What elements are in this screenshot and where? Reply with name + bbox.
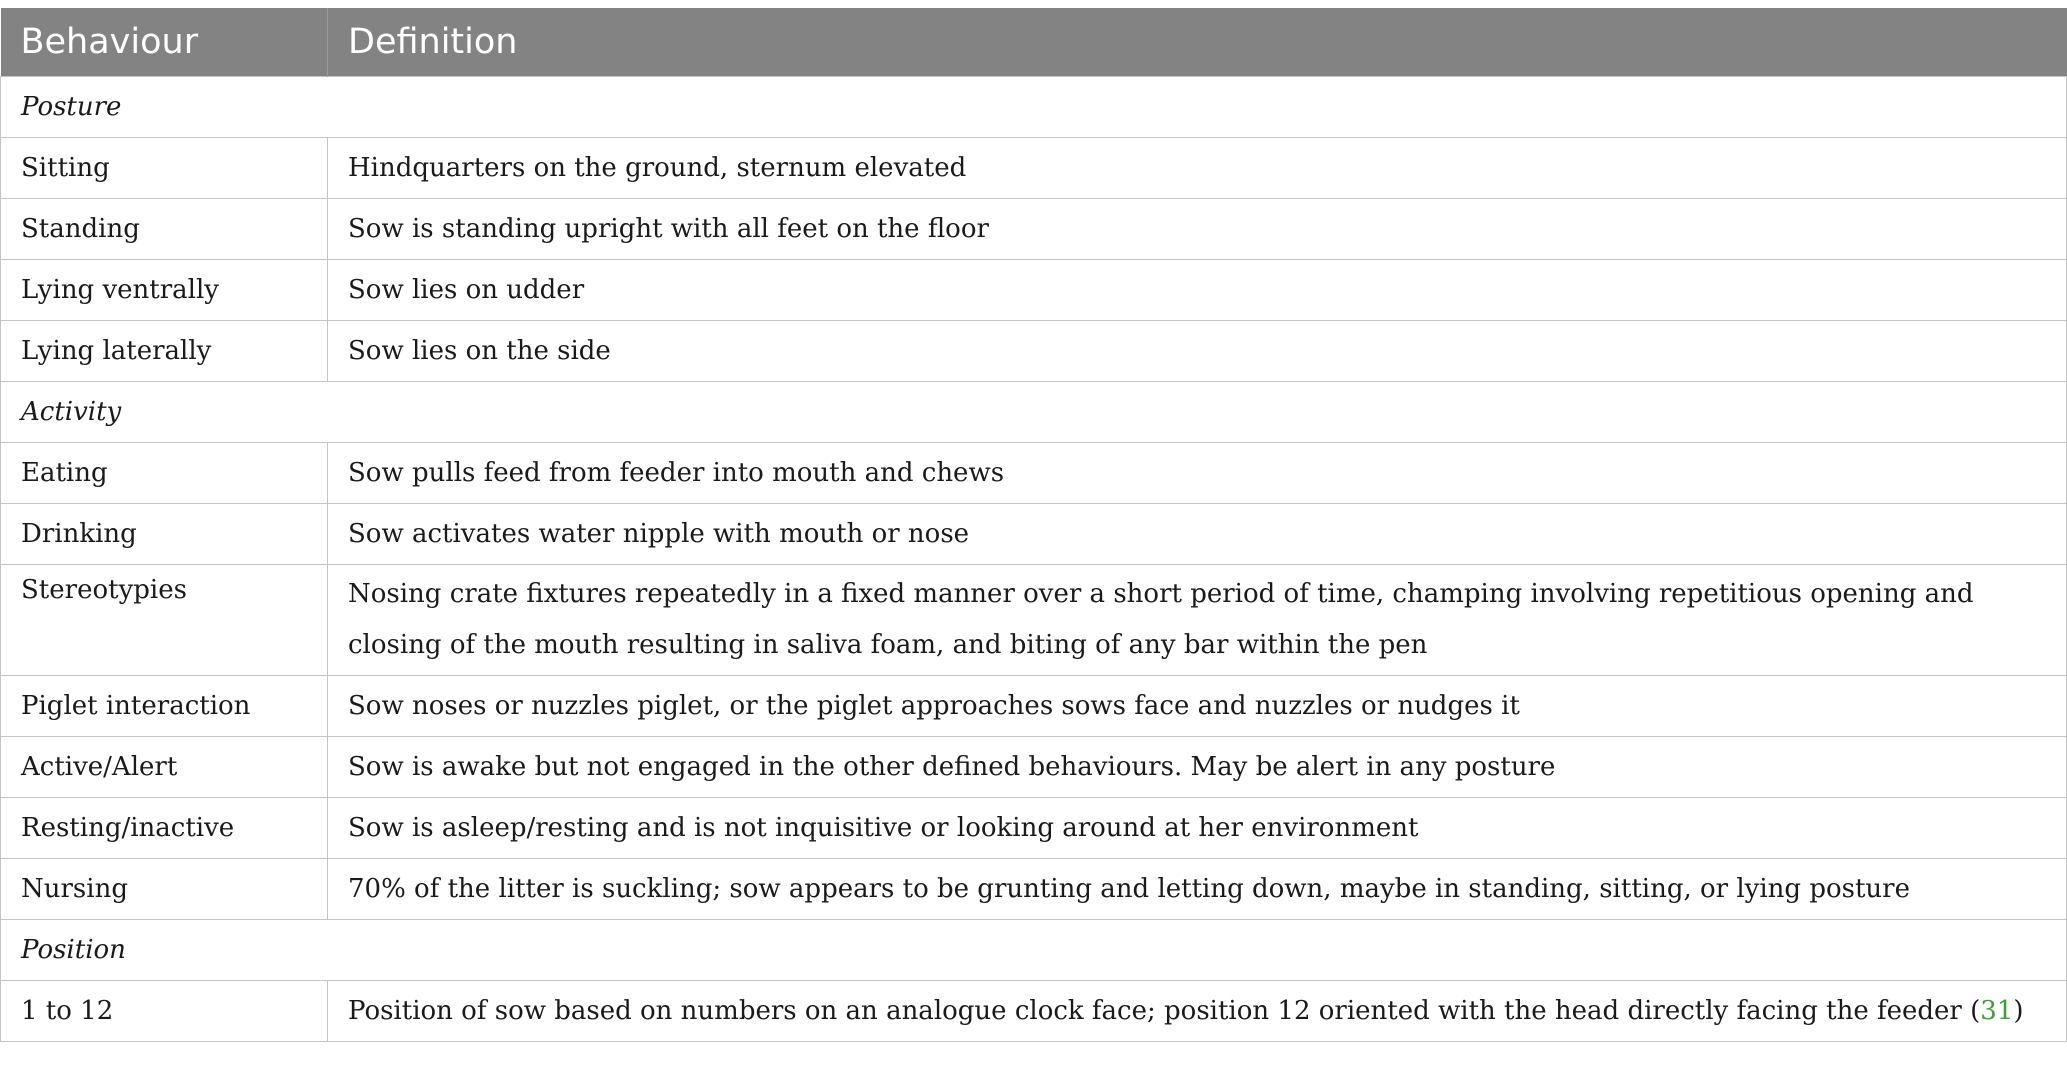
section-row-posture bbox=[1, 77, 2067, 138]
header-definition: Definition bbox=[328, 8, 2067, 77]
definition-cell bbox=[328, 981, 2067, 1042]
behaviour-cell: Eating bbox=[1, 443, 328, 504]
behaviour-cell: Active/Alert bbox=[1, 737, 328, 798]
behaviour-cell: 1 to 12 bbox=[1, 981, 328, 1042]
table-row bbox=[1, 859, 2067, 920]
section-row-activity bbox=[1, 382, 2067, 443]
header-row bbox=[1, 8, 2067, 77]
header-behaviour: Behaviour bbox=[1, 8, 328, 77]
behaviour-cell: Sitting bbox=[1, 138, 328, 199]
behaviour-cell: Stereotypies bbox=[1, 565, 328, 676]
definition-cell: Sow is standing upright with all feet on the floor bbox=[328, 199, 2067, 260]
definition-cell: 70% of the litter is suckling; sow appears to be grunting and letting down, maybe in standing, sitting, or lying posture bbox=[328, 859, 2067, 920]
section-label-position: Position bbox=[1, 920, 2067, 981]
table-row bbox=[1, 981, 2067, 1042]
table-row bbox=[1, 138, 2067, 199]
definition-cell: Sow activates water nipple with mouth or nose bbox=[328, 504, 2067, 565]
definition-cell: Nosing crate fixtures repeatedly in a fixed manner over a short period of time, champing involving repetitious opening and closing of the mouth resulting in saliva foam, and biting of any bar within the pen bbox=[328, 565, 2067, 676]
table-row bbox=[1, 676, 2067, 737]
section-row-position bbox=[1, 920, 2067, 981]
behaviour-definition-table bbox=[0, 8, 2067, 1042]
definition-cell: Sow is awake but not engaged in the other defined behaviours. May be alert in any posture bbox=[328, 737, 2067, 798]
table-row bbox=[1, 199, 2067, 260]
behaviour-cell: Nursing bbox=[1, 859, 328, 920]
definition-cell: Sow lies on udder bbox=[328, 260, 2067, 321]
table-header bbox=[1, 8, 2067, 77]
behaviour-table-container bbox=[0, 8, 2066, 1042]
behaviour-cell: Lying ventrally bbox=[1, 260, 328, 321]
behaviour-cell: Resting/inactive bbox=[1, 798, 328, 859]
definition-cell: Sow is asleep/resting and is not inquisitive or looking around at her environment bbox=[328, 798, 2067, 859]
table-row bbox=[1, 504, 2067, 565]
definition-text-end: ) bbox=[2013, 995, 2024, 1026]
behaviour-cell: Piglet interaction bbox=[1, 676, 328, 737]
behaviour-cell: Lying laterally bbox=[1, 321, 328, 382]
table-row bbox=[1, 321, 2067, 382]
table-row bbox=[1, 443, 2067, 504]
definition-text: Position of sow based on numbers on an analogue clock face; position 12 oriented with the head directly facing the feeder ( bbox=[348, 995, 1981, 1026]
table-row bbox=[1, 798, 2067, 859]
definition-cell: Hindquarters on the ground, sternum elevated bbox=[328, 138, 2067, 199]
definition-cell: Sow pulls feed from feeder into mouth and chews bbox=[328, 443, 2067, 504]
definition-cell: Sow noses or nuzzles piglet, or the piglet approaches sows face and nuzzles or nudges it bbox=[328, 676, 2067, 737]
section-label-activity: Activity bbox=[1, 382, 2067, 443]
behaviour-cell: Drinking bbox=[1, 504, 328, 565]
table-body bbox=[1, 77, 2067, 1042]
table-row bbox=[1, 565, 2067, 676]
section-label-posture: Posture bbox=[1, 77, 2067, 138]
table-row bbox=[1, 260, 2067, 321]
behaviour-cell: Standing bbox=[1, 199, 328, 260]
citation-link[interactable]: 31 bbox=[1980, 995, 2014, 1026]
definition-cell: Sow lies on the side bbox=[328, 321, 2067, 382]
table-row bbox=[1, 737, 2067, 798]
